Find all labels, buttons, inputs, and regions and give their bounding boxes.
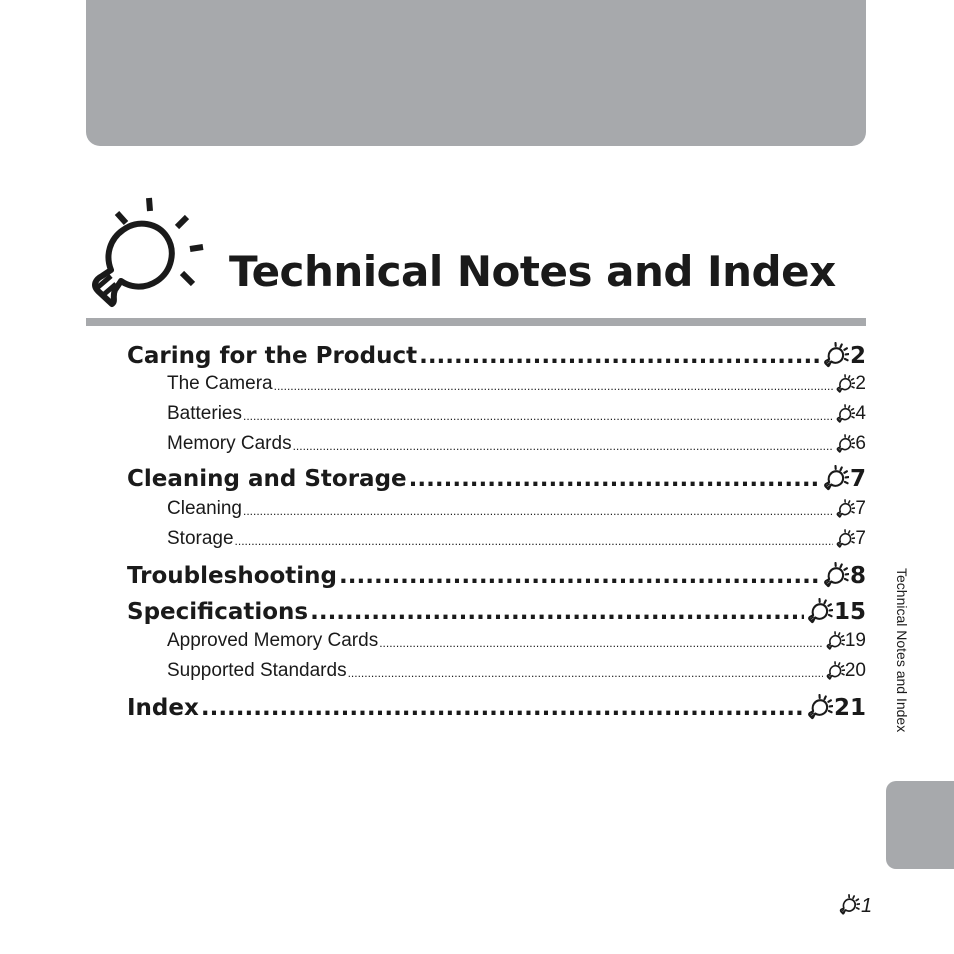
toc-page-ref <box>835 373 866 395</box>
toc-page-number: 2 <box>849 343 866 369</box>
lightbulb-icon <box>838 894 860 917</box>
toc-page-number: 15 <box>833 599 866 625</box>
dot-leader <box>243 502 833 520</box>
toc-entry-title: Cleaning <box>167 498 242 519</box>
toc-subsection-entry[interactable] <box>167 431 866 455</box>
toc-subsection-entry[interactable] <box>167 658 866 682</box>
toc-section-entry[interactable] <box>127 338 866 370</box>
page-number <box>838 894 872 917</box>
toc-page-ref <box>822 562 866 590</box>
lightbulb-icon <box>825 631 845 652</box>
toc-subsection-entry[interactable] <box>167 371 866 395</box>
lightbulb-icon <box>835 529 855 550</box>
toc-entry-title: Supported Standards <box>167 660 347 681</box>
toc-subsection-entry[interactable] <box>167 628 866 652</box>
toc-page-number: 21 <box>833 695 866 721</box>
lightbulb-icon <box>835 404 855 425</box>
toc-page-ref <box>835 498 866 520</box>
dot-leader <box>274 377 834 395</box>
toc-page-ref <box>825 660 866 682</box>
lightbulb-icon <box>806 694 833 722</box>
side-tab[interactable] <box>886 781 954 869</box>
lightbulb-icon <box>835 499 855 520</box>
toc-subsection-entry[interactable] <box>167 526 866 550</box>
toc-page-number: 19 <box>844 630 866 651</box>
toc-page-ref <box>835 433 866 455</box>
side-tab-label: Technical Notes and Index <box>894 568 910 733</box>
toc-page-ref <box>825 630 866 652</box>
lightbulb-icon <box>822 465 849 493</box>
toc-page-number: 20 <box>844 660 866 681</box>
toc-page-number: 8 <box>849 563 866 589</box>
dot-leader <box>235 532 834 550</box>
toc-entry-title: Memory Cards <box>167 433 292 454</box>
toc-entry-title: Cleaning and Storage <box>127 466 407 492</box>
toc-entry-title: Approved Memory Cards <box>167 630 379 651</box>
toc-page-number: 2 <box>855 373 866 394</box>
toc-page-number: 7 <box>855 528 866 549</box>
toc-entry-title: Troubleshooting <box>127 563 338 589</box>
dot-leader <box>339 562 820 590</box>
lightbulb-icon <box>825 661 845 682</box>
toc-page-ref <box>806 598 866 626</box>
dot-leader <box>243 407 833 425</box>
toc-page-number: 7 <box>849 466 866 492</box>
toc-section-entry[interactable] <box>127 594 866 626</box>
dot-leader <box>201 694 804 722</box>
toc-subsection-entry[interactable] <box>167 401 866 425</box>
dot-leader <box>293 437 834 455</box>
lightbulb-icon <box>86 193 210 311</box>
lightbulb-icon <box>822 562 849 590</box>
toc-page-ref <box>822 342 866 370</box>
toc-page-number: 7 <box>855 498 866 519</box>
dot-leader <box>419 342 820 370</box>
dot-leader <box>310 598 804 626</box>
toc-page-ref <box>835 403 866 425</box>
toc-section-entry[interactable] <box>127 690 866 722</box>
lightbulb-icon <box>806 598 833 626</box>
dot-leader <box>409 465 820 493</box>
toc-page-number: 6 <box>855 433 866 454</box>
page-number-value: 1 <box>861 895 873 917</box>
toc-entry-title: The Camera <box>167 373 273 394</box>
toc-entry-title: Specifications <box>127 599 309 625</box>
dot-leader <box>348 664 823 682</box>
toc-section-entry[interactable] <box>127 558 866 590</box>
toc-entry-title: Batteries <box>167 403 242 424</box>
lightbulb-icon <box>835 434 855 455</box>
toc-entry-title: Caring for the Product <box>127 343 418 369</box>
page-title: Technical Notes and Index <box>229 247 836 296</box>
title-rule <box>86 318 866 326</box>
toc-entry-title: Storage <box>167 528 234 549</box>
lightbulb-icon <box>835 374 855 395</box>
toc-page-number: 4 <box>855 403 866 424</box>
toc-page-ref <box>835 528 866 550</box>
toc-subsection-entry[interactable] <box>167 496 866 520</box>
toc-page-ref <box>806 694 866 722</box>
toc-entry-title: Index <box>127 695 199 721</box>
toc-page-ref <box>822 465 866 493</box>
toc-section-entry[interactable] <box>127 461 866 493</box>
header-band <box>86 0 866 146</box>
dot-leader <box>379 634 823 652</box>
lightbulb-icon <box>822 342 849 370</box>
